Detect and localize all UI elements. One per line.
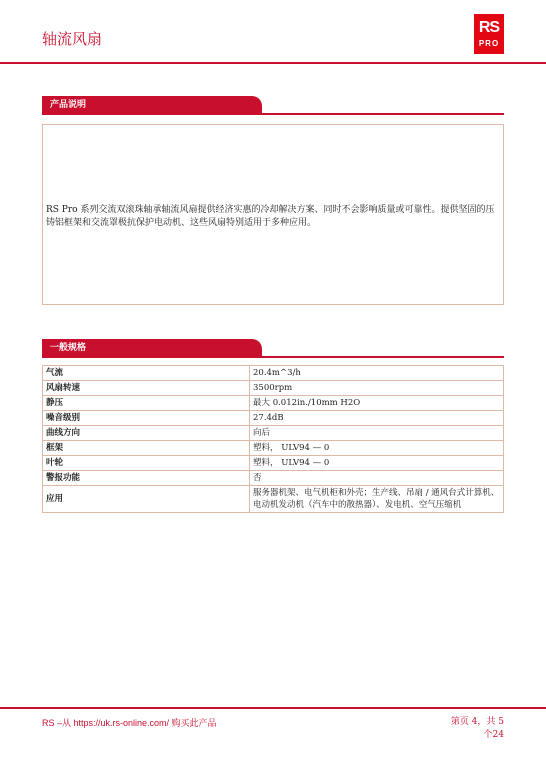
spec-label: 框架 bbox=[43, 441, 250, 456]
spec-label: 应用 bbox=[43, 486, 250, 513]
spec-label: 警报功能 bbox=[43, 471, 250, 486]
spec-row bbox=[43, 426, 504, 441]
footer-divider bbox=[0, 707, 546, 709]
spec-label: 静压 bbox=[43, 396, 250, 411]
page-number bbox=[420, 716, 504, 742]
spec-value: 塑料， ULV94 — 0 bbox=[250, 456, 504, 471]
page-number-line2: 个24 bbox=[483, 730, 504, 740]
spec-value: 服务器机架、电气机柜和外壳；生产线、吊扇 / 通风台式计算机、电动机发动机（汽车中的散热器）、发电机、空气压缩机 bbox=[250, 486, 504, 513]
document-title: 轴流风扇 bbox=[42, 30, 103, 48]
spec-value: 20.4m^3/h bbox=[250, 366, 504, 381]
specs-table bbox=[42, 365, 504, 513]
spec-value: 3500rpm bbox=[250, 381, 504, 396]
spec-value: 否 bbox=[250, 471, 504, 486]
spec-label: 曲线方向 bbox=[43, 426, 250, 441]
footer-purchase-link[interactable]: RS –从 https://uk.rs-online.com/ 购买此产品 bbox=[42, 718, 217, 728]
spec-value: 塑料， ULV94 — 0 bbox=[250, 441, 504, 456]
spec-value: 最大 0.012in./10mm H2O bbox=[250, 396, 504, 411]
header-divider bbox=[0, 62, 546, 64]
description-text: RS Pro 系列交流双滚珠轴承轴流风扇提供经济实惠的冷却解决方案、同时不会影响质量或可靠性。提供坚固的压铸铝框架和交流罩极抗保护电动机、这些风扇特别适用于多种应用。 bbox=[46, 205, 495, 228]
spec-label: 气流 bbox=[43, 366, 250, 381]
spec-row bbox=[43, 471, 504, 486]
specs-section-rule bbox=[42, 356, 504, 358]
spec-label: 风扇转速 bbox=[43, 381, 250, 396]
description-section-header: 产品说明 bbox=[42, 96, 262, 114]
spec-row bbox=[43, 381, 504, 396]
spec-value: 向后 bbox=[250, 426, 504, 441]
rs-pro-logo bbox=[474, 14, 504, 54]
logo-rs-text: RS bbox=[478, 19, 500, 36]
description-box bbox=[42, 124, 504, 305]
spec-row bbox=[43, 396, 504, 411]
spec-row bbox=[43, 411, 504, 426]
spec-row bbox=[43, 486, 504, 513]
spec-label: 噪音级别 bbox=[43, 411, 250, 426]
spec-row bbox=[43, 456, 504, 471]
logo-pro-text: PRO bbox=[478, 39, 500, 48]
specs-section-header: 一般规格 bbox=[42, 339, 262, 357]
description-section-rule bbox=[42, 113, 504, 115]
spec-value: 27.4dB bbox=[250, 411, 504, 426]
specs-table-body bbox=[43, 366, 504, 513]
page-number-line1: 第页 4，共 5 bbox=[450, 717, 504, 727]
spec-row bbox=[43, 441, 504, 456]
spec-row bbox=[43, 366, 504, 381]
spec-label: 叶轮 bbox=[43, 456, 250, 471]
